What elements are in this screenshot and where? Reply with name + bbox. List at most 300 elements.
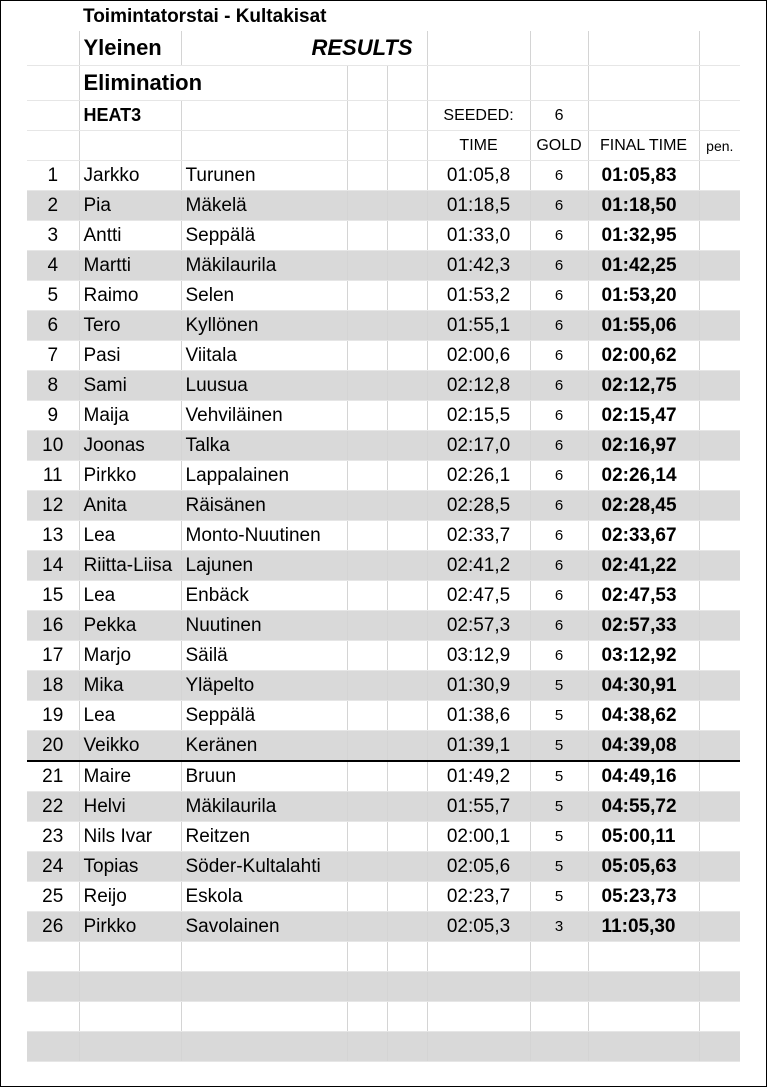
last-name: Talka	[181, 431, 347, 461]
first-name: Marjo	[79, 641, 181, 671]
pen-cell	[699, 701, 740, 731]
pen-cell	[699, 491, 740, 521]
final-time-value: 02:47,53	[588, 581, 699, 611]
last-name: Seppälä	[181, 221, 347, 251]
gold-value: 5	[530, 882, 588, 912]
time-value: 01:05,8	[427, 161, 530, 191]
first-name: Reijo	[79, 882, 181, 912]
last-name: Kyllönen	[181, 311, 347, 341]
header-row-heat	[27, 101, 740, 131]
empty-cell	[387, 161, 427, 191]
empty-cell	[387, 341, 427, 371]
empty-cell	[79, 942, 181, 972]
empty-row	[27, 972, 740, 1002]
empty-cell	[387, 1002, 427, 1032]
empty-cell	[427, 972, 530, 1002]
table-row	[27, 731, 740, 762]
gold-value: 5	[530, 731, 588, 762]
empty-cell	[79, 1032, 181, 1062]
empty-cell	[387, 671, 427, 701]
row-number: 1	[27, 161, 79, 191]
last-name: Turunen	[181, 161, 347, 191]
results-table	[27, 31, 740, 1062]
final-time-value: 04:38,62	[588, 701, 699, 731]
empty-cell	[387, 611, 427, 641]
row-number: 22	[27, 792, 79, 822]
seeded-label: SEEDED:	[427, 101, 530, 131]
empty-cell	[588, 1002, 699, 1032]
empty-cell	[347, 671, 387, 701]
row-number: 20	[27, 731, 79, 762]
pen-cell	[699, 371, 740, 401]
table-row	[27, 701, 740, 731]
first-name: Tero	[79, 311, 181, 341]
empty-cell	[347, 551, 387, 581]
row-number: 6	[27, 311, 79, 341]
empty-cell	[387, 822, 427, 852]
row-number: 8	[27, 371, 79, 401]
row-number: 26	[27, 912, 79, 942]
pen-cell	[699, 792, 740, 822]
empty-cell	[347, 221, 387, 251]
table-row	[27, 191, 740, 221]
empty-cell	[347, 311, 387, 341]
empty-cell	[699, 1002, 740, 1032]
empty-row	[27, 1002, 740, 1032]
table-row	[27, 311, 740, 341]
row-number: 23	[27, 822, 79, 852]
gold-value: 6	[530, 251, 588, 281]
time-value: 01:42,3	[427, 251, 530, 281]
empty-cell	[347, 761, 387, 792]
empty-cell	[27, 972, 79, 1002]
pen-cell	[699, 311, 740, 341]
empty-cell	[347, 942, 387, 972]
empty-cell	[347, 191, 387, 221]
final-time-value: 02:28,45	[588, 491, 699, 521]
pen-cell	[699, 401, 740, 431]
last-name: Lappalainen	[181, 461, 347, 491]
header-row-category	[27, 31, 740, 66]
empty-cell	[387, 281, 427, 311]
empty-cell	[347, 371, 387, 401]
first-name: Lea	[79, 701, 181, 731]
first-name: Helvi	[79, 792, 181, 822]
empty-cell	[530, 1002, 588, 1032]
pen-cell	[699, 191, 740, 221]
final-time-value: 05:05,63	[588, 852, 699, 882]
row-number: 17	[27, 641, 79, 671]
time-value: 01:53,2	[427, 281, 530, 311]
empty-cell	[387, 731, 427, 762]
final-time-value: 04:39,08	[588, 731, 699, 762]
empty-cell	[347, 491, 387, 521]
last-name: Selen	[181, 281, 347, 311]
empty-cell	[347, 1002, 387, 1032]
final-time-value: 02:41,22	[588, 551, 699, 581]
empty-cell	[347, 581, 387, 611]
first-name: Lea	[79, 521, 181, 551]
row-number: 15	[27, 581, 79, 611]
last-name: Luusua	[181, 371, 347, 401]
table-row	[27, 461, 740, 491]
table-row	[27, 161, 740, 191]
final-time-value: 01:05,83	[588, 161, 699, 191]
sheet-title: Toimintatorstai - Kultakisat	[83, 6, 327, 27]
final-time-value: 03:12,92	[588, 641, 699, 671]
table-row	[27, 822, 740, 852]
results-label: RESULTS	[181, 31, 427, 66]
empty-cell	[387, 311, 427, 341]
pen-cell	[699, 581, 740, 611]
empty-cell	[181, 972, 347, 1002]
table-row	[27, 551, 740, 581]
last-name: Reitzen	[181, 822, 347, 852]
row-number: 2	[27, 191, 79, 221]
pen-cell	[699, 852, 740, 882]
table-row	[27, 761, 740, 792]
first-name: Maire	[79, 761, 181, 792]
gold-value: 6	[530, 581, 588, 611]
first-name: Pia	[79, 191, 181, 221]
empty-cell	[79, 1002, 181, 1032]
time-value: 01:49,2	[427, 761, 530, 792]
final-time-value: 01:42,25	[588, 251, 699, 281]
first-name: Anita	[79, 491, 181, 521]
time-value: 02:28,5	[427, 491, 530, 521]
row-number: 7	[27, 341, 79, 371]
table-row	[27, 581, 740, 611]
empty-cell	[387, 912, 427, 942]
time-value: 01:39,1	[427, 731, 530, 762]
gold-value: 6	[530, 521, 588, 551]
gold-value: 6	[530, 431, 588, 461]
gold-value: 6	[530, 371, 588, 401]
table-row	[27, 221, 740, 251]
empty-cell	[347, 701, 387, 731]
first-name: Pirkko	[79, 912, 181, 942]
table-row	[27, 611, 740, 641]
empty-cell	[387, 251, 427, 281]
empty-cell	[387, 521, 427, 551]
time-value: 01:30,9	[427, 671, 530, 701]
row-number: 10	[27, 431, 79, 461]
pen-cell	[699, 641, 740, 671]
final-time-value: 02:16,97	[588, 431, 699, 461]
last-name: Seppälä	[181, 701, 347, 731]
final-time-value: 04:30,91	[588, 671, 699, 701]
table-row	[27, 912, 740, 942]
empty-cell	[588, 1032, 699, 1062]
time-value: 02:05,6	[427, 852, 530, 882]
empty-cell	[347, 912, 387, 942]
phase-label: Elimination	[79, 66, 347, 101]
first-name: Sami	[79, 371, 181, 401]
empty-cell	[699, 972, 740, 1002]
empty-cell	[387, 792, 427, 822]
gold-value: 6	[530, 491, 588, 521]
empty-cell	[387, 491, 427, 521]
last-name: Mäkilaurila	[181, 792, 347, 822]
row-number: 21	[27, 761, 79, 792]
empty-cell	[387, 191, 427, 221]
row-number: 18	[27, 671, 79, 701]
final-time-value: 02:57,33	[588, 611, 699, 641]
first-name: Pekka	[79, 611, 181, 641]
pen-cell	[699, 461, 740, 491]
empty-cell	[530, 972, 588, 1002]
pen-cell	[699, 521, 740, 551]
pen-cell	[699, 882, 740, 912]
empty-cell	[347, 251, 387, 281]
empty-cell	[347, 341, 387, 371]
gold-value: 6	[530, 641, 588, 671]
last-name: Säilä	[181, 641, 347, 671]
empty-cell	[387, 972, 427, 1002]
gold-value: 5	[530, 792, 588, 822]
empty-cell	[387, 641, 427, 671]
first-name: Pasi	[79, 341, 181, 371]
final-time-value: 11:05,30	[588, 912, 699, 942]
empty-cell	[347, 611, 387, 641]
pen-cell	[699, 161, 740, 191]
empty-cell	[347, 822, 387, 852]
column-header-row	[27, 131, 740, 161]
pen-cell	[699, 251, 740, 281]
table-row	[27, 792, 740, 822]
first-name: Lea	[79, 581, 181, 611]
pen-cell	[699, 611, 740, 641]
gold-value: 5	[530, 852, 588, 882]
empty-cell	[347, 281, 387, 311]
time-value: 02:26,1	[427, 461, 530, 491]
seeded-value: 6	[530, 101, 588, 131]
final-time-value: 02:33,67	[588, 521, 699, 551]
table-row	[27, 852, 740, 882]
time-value: 01:18,5	[427, 191, 530, 221]
time-value: 02:12,8	[427, 371, 530, 401]
gold-value: 6	[530, 191, 588, 221]
gold-value: 3	[530, 912, 588, 942]
row-number: 13	[27, 521, 79, 551]
gold-value: 6	[530, 221, 588, 251]
row-number: 4	[27, 251, 79, 281]
empty-cell	[79, 972, 181, 1002]
category-label: Yleinen	[79, 31, 181, 66]
empty-cell	[427, 1032, 530, 1062]
first-name: Joonas	[79, 431, 181, 461]
empty-cell	[347, 731, 387, 762]
table-row	[27, 401, 740, 431]
first-name: Nils Ivar	[79, 822, 181, 852]
empty-cell	[27, 942, 79, 972]
empty-cell	[347, 401, 387, 431]
time-value: 03:12,9	[427, 641, 530, 671]
empty-cell	[427, 942, 530, 972]
table-row	[27, 491, 740, 521]
pen-cell	[699, 551, 740, 581]
time-value: 02:00,6	[427, 341, 530, 371]
last-name: Bruun	[181, 761, 347, 792]
gold-value: 5	[530, 822, 588, 852]
pen-cell	[699, 761, 740, 792]
table-row	[27, 251, 740, 281]
empty-cell	[181, 1032, 347, 1062]
heat-label: HEAT3	[79, 101, 181, 131]
time-value: 01:55,1	[427, 311, 530, 341]
gold-value: 6	[530, 461, 588, 491]
final-time-value: 04:55,72	[588, 792, 699, 822]
empty-cell	[347, 972, 387, 1002]
last-name: Keränen	[181, 731, 347, 762]
header-row-phase	[27, 66, 740, 101]
time-value: 02:33,7	[427, 521, 530, 551]
empty-cell	[387, 221, 427, 251]
final-time-value: 01:32,95	[588, 221, 699, 251]
final-time-value: 02:26,14	[588, 461, 699, 491]
gold-value: 6	[530, 311, 588, 341]
final-time-value: 02:00,62	[588, 341, 699, 371]
final-time-value: 05:00,11	[588, 822, 699, 852]
empty-cell	[347, 792, 387, 822]
empty-cell	[387, 461, 427, 491]
col-header-time: TIME	[427, 131, 530, 161]
row-number: 3	[27, 221, 79, 251]
time-value: 02:47,5	[427, 581, 530, 611]
gold-value: 6	[530, 611, 588, 641]
empty-cell	[699, 942, 740, 972]
col-header-final-time: FINAL TIME	[588, 131, 699, 161]
time-value: 01:55,7	[427, 792, 530, 822]
last-name: Yläpelto	[181, 671, 347, 701]
pen-cell	[699, 822, 740, 852]
final-time-value: 02:12,75	[588, 371, 699, 401]
time-value: 01:33,0	[427, 221, 530, 251]
empty-cell	[347, 641, 387, 671]
last-name: Vehviläinen	[181, 401, 347, 431]
empty-cell	[181, 1002, 347, 1032]
table-row	[27, 521, 740, 551]
time-value: 02:41,2	[427, 551, 530, 581]
table-row	[27, 641, 740, 671]
first-name: Topias	[79, 852, 181, 882]
gold-value: 6	[530, 551, 588, 581]
empty-cell	[347, 161, 387, 191]
last-name: Viitala	[181, 341, 347, 371]
row-number: 14	[27, 551, 79, 581]
col-header-gold: GOLD	[530, 131, 588, 161]
last-name: Savolainen	[181, 912, 347, 942]
col-header-pen: pen.	[699, 131, 740, 161]
first-name: Jarkko	[79, 161, 181, 191]
pen-cell	[699, 731, 740, 762]
last-name: Mäkelä	[181, 191, 347, 221]
empty-cell	[387, 852, 427, 882]
final-time-value: 01:18,50	[588, 191, 699, 221]
gold-value: 5	[530, 701, 588, 731]
last-name: Lajunen	[181, 551, 347, 581]
table-row	[27, 341, 740, 371]
gold-value: 5	[530, 671, 588, 701]
gold-value: 6	[530, 401, 588, 431]
pen-cell	[699, 671, 740, 701]
empty-cell	[387, 1032, 427, 1062]
row-number: 25	[27, 882, 79, 912]
empty-cell	[427, 1002, 530, 1032]
time-value: 02:23,7	[427, 882, 530, 912]
empty-cell	[347, 1032, 387, 1062]
table-row	[27, 431, 740, 461]
final-time-value: 04:49,16	[588, 761, 699, 792]
first-name: Mika	[79, 671, 181, 701]
time-value: 02:15,5	[427, 401, 530, 431]
empty-cell	[347, 431, 387, 461]
empty-cell	[530, 1032, 588, 1062]
empty-cell	[387, 581, 427, 611]
row-number: 9	[27, 401, 79, 431]
empty-cell	[699, 1032, 740, 1062]
empty-cell	[181, 942, 347, 972]
empty-cell	[27, 1032, 79, 1062]
empty-cell	[387, 551, 427, 581]
time-value: 02:00,1	[427, 822, 530, 852]
row-number: 19	[27, 701, 79, 731]
last-name: Söder-Kultalahti	[181, 852, 347, 882]
first-name: Pirkko	[79, 461, 181, 491]
final-time-value: 02:15,47	[588, 401, 699, 431]
last-name: Räisänen	[181, 491, 347, 521]
empty-cell	[27, 1002, 79, 1032]
time-value: 02:17,0	[427, 431, 530, 461]
empty-cell	[347, 461, 387, 491]
first-name: Martti	[79, 251, 181, 281]
pen-cell	[699, 221, 740, 251]
empty-cell	[387, 761, 427, 792]
gold-value: 6	[530, 341, 588, 371]
last-name: Nuutinen	[181, 611, 347, 641]
last-name: Mäkilaurila	[181, 251, 347, 281]
pen-cell	[699, 341, 740, 371]
last-name: Eskola	[181, 882, 347, 912]
final-time-value: 01:53,20	[588, 281, 699, 311]
empty-cell	[387, 942, 427, 972]
empty-cell	[387, 882, 427, 912]
final-time-value: 01:55,06	[588, 311, 699, 341]
row-number: 24	[27, 852, 79, 882]
row-number: 5	[27, 281, 79, 311]
time-value: 02:05,3	[427, 912, 530, 942]
pen-cell	[699, 281, 740, 311]
pen-cell	[699, 431, 740, 461]
row-number: 12	[27, 491, 79, 521]
first-name: Raimo	[79, 281, 181, 311]
table-row	[27, 281, 740, 311]
empty-cell	[588, 972, 699, 1002]
empty-row	[27, 942, 740, 972]
table-row	[27, 882, 740, 912]
table-row	[27, 371, 740, 401]
last-name: Enbäck	[181, 581, 347, 611]
empty-cell	[387, 401, 427, 431]
first-name: Maija	[79, 401, 181, 431]
last-name: Monto-Nuutinen	[181, 521, 347, 551]
empty-cell	[347, 882, 387, 912]
empty-cell	[530, 942, 588, 972]
empty-cell	[347, 852, 387, 882]
gold-value: 5	[530, 761, 588, 792]
pen-cell	[699, 912, 740, 942]
empty-cell	[387, 701, 427, 731]
